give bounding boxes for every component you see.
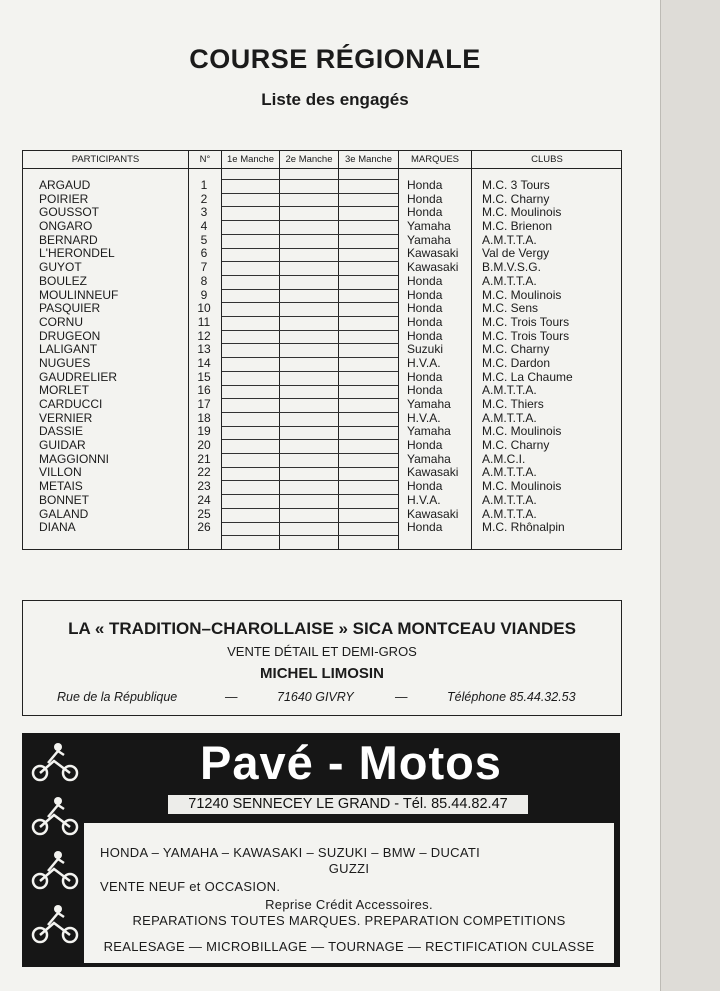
brand-cell: Yamaha [407, 232, 451, 247]
brand-cell: H.V.A. [407, 410, 441, 425]
score-grid-line [222, 453, 398, 454]
club-cell: Val de Vergy [482, 246, 550, 261]
participant-name: GUIDAR [39, 438, 86, 453]
club-cell: A.M.T.T.A. [482, 465, 537, 480]
score-grid-line [222, 357, 398, 358]
participant-name: BONNET [39, 492, 90, 507]
entry-number: 13 [197, 342, 211, 357]
entry-number: 12 [197, 328, 211, 343]
entry-number: 14 [197, 355, 211, 370]
ad-repairs-line: REPARATIONS TOUTES MARQUES. PREPARATION COMPETITIONS [132, 913, 566, 928]
page-subtitle: Liste des engagés [261, 90, 409, 109]
score-grid-line [222, 535, 398, 536]
entry-number: 5 [200, 232, 208, 247]
participant-name: MAGGIONNI [39, 451, 110, 466]
ad-owner-name: MICHEL LIMOSIN [260, 665, 384, 682]
score-grid-line [222, 522, 398, 523]
entry-number: 2 [200, 191, 208, 206]
brand-cell: Honda [407, 438, 443, 453]
entry-number: 9 [200, 287, 208, 302]
participant-name: MORLET [39, 383, 90, 398]
participant-name: DIANA [39, 520, 76, 535]
entry-number: 23 [197, 479, 211, 494]
entry-number: 15 [197, 369, 211, 384]
club-cell: M.C. Sens [482, 301, 539, 316]
ad-reprise-line: Reprise Crédit Accessoires. [265, 897, 433, 912]
club-cell: M.C. Charny [482, 342, 550, 357]
ad-shop-address: 71240 SENNECEY LE GRAND - Tél. 85.44.82.47 [168, 795, 528, 814]
entry-number: 16 [197, 383, 211, 398]
entry-number: 1 [200, 178, 208, 192]
brand-cell: Honda [407, 301, 443, 316]
club-cell: M.C. 3 Tours [482, 178, 550, 192]
participant-name: CORNU [39, 314, 83, 329]
score-grid-line [222, 494, 398, 495]
participant-name: VILLON [39, 465, 82, 480]
participant-name: CARDUCCI [39, 397, 103, 411]
entry-number: 7 [200, 260, 208, 275]
club-cell: M.C. Trois Tours [482, 328, 570, 343]
score-grid-line [222, 302, 398, 303]
entry-number: 21 [197, 451, 211, 466]
brand-cell: Honda [407, 273, 443, 288]
score-grid-line [222, 275, 398, 276]
participant-name: L'HERONDEL [39, 246, 115, 261]
club-cell: M.C. La Chaume [482, 369, 573, 384]
brand-cell: Honda [407, 479, 443, 494]
entry-number: 22 [197, 465, 211, 480]
header-clubs: CLUBS [531, 154, 563, 165]
header-number: N° [199, 154, 211, 165]
entry-number: 18 [197, 410, 211, 425]
score-grid-line [222, 261, 398, 262]
brand-cell: Honda [407, 314, 443, 329]
club-cell: M.C. Thiers [482, 397, 544, 411]
score-grid-line [222, 343, 398, 344]
club-cell: A.M.T.T.A. [482, 410, 537, 425]
ad-separator: — [395, 690, 408, 704]
score-grid-line [222, 193, 398, 194]
participant-name: DASSIE [39, 424, 84, 439]
page-title: COURSE RÉGIONALE [189, 44, 481, 74]
entry-number: 8 [200, 273, 208, 288]
participant-name: ARGAUD [39, 178, 91, 192]
column-divider [338, 151, 339, 549]
score-grid-line [222, 220, 398, 221]
brand-cell: Honda [407, 191, 443, 206]
participant-name: METAIS [39, 479, 83, 494]
participant-name: NUGUES [39, 355, 91, 370]
club-cell: M.C. Moulinois [482, 205, 562, 220]
score-grid-line [222, 234, 398, 235]
motorcycle-rider-icon [28, 737, 84, 963]
entry-number: 24 [197, 492, 211, 507]
entry-numbers-column [189, 179, 219, 535]
club-cell: M.C. Charny [482, 438, 550, 453]
club-cell: M.C. Rhônalpin [482, 520, 565, 535]
brands-column [407, 179, 477, 535]
ad-headline: LA « TRADITION–CHAROLLAISE » SICA MONTCEAU VIANDES [68, 619, 576, 638]
butcher-advertisement [22, 600, 622, 716]
club-cell: A.M.T.T.A. [482, 492, 537, 507]
column-divider [279, 151, 280, 549]
header-participants: PARTICIPANTS [71, 154, 140, 165]
entry-list-table [22, 150, 622, 550]
score-grid-line [222, 316, 398, 317]
score-grid-line [222, 179, 398, 180]
entry-number: 19 [197, 424, 211, 439]
brand-cell: Suzuki [407, 342, 444, 357]
entry-number: 17 [197, 397, 211, 411]
next-page-edge [660, 0, 720, 991]
club-cell: M.C. Moulinois [482, 479, 562, 494]
entry-number: 4 [200, 219, 208, 234]
score-grid-line [222, 439, 398, 440]
score-grid-line [222, 412, 398, 413]
participant-name: GALAND [39, 506, 89, 521]
ad-sales-line: VENTE NEUF et OCCASION. [100, 879, 281, 894]
header-round-2: 2e Manche [285, 154, 333, 165]
participant-name: PASQUIER [39, 301, 101, 316]
score-grid-line [222, 480, 398, 481]
brand-cell: Honda [407, 178, 443, 192]
ad-street: Rue de la République [57, 690, 178, 704]
brand-cell: Kawasaki [407, 246, 459, 261]
score-grid-line [222, 385, 398, 386]
club-cell: A.M.T.T.A. [482, 506, 537, 521]
brand-cell: H.V.A. [407, 492, 441, 507]
club-cell: M.C. Moulinois [482, 287, 562, 302]
participant-name: VERNIER [39, 410, 93, 425]
participant-name: ONGARO [39, 219, 93, 234]
score-grid-line [222, 467, 398, 468]
ad-shop-title: Pavé - Motos [200, 736, 502, 789]
club-cell: A.M.C.I. [482, 451, 526, 466]
participant-name: DRUGEON [39, 328, 101, 343]
ad-shop-details [84, 823, 614, 963]
brand-cell: Honda [407, 205, 443, 220]
club-cell: M.C. Charny [482, 191, 550, 206]
brand-cell: Kawasaki [407, 465, 459, 480]
brand-cell: Honda [407, 383, 443, 398]
brand-cell: Honda [407, 328, 443, 343]
entry-number: 6 [200, 246, 208, 261]
brand-cell: H.V.A. [407, 355, 441, 370]
brand-cell: Honda [407, 287, 443, 302]
header-round-1: 1e Manche [226, 154, 274, 165]
participant-name: GAUDRELIER [39, 369, 118, 384]
club-cell: M.C. Dardon [482, 355, 551, 370]
column-divider [398, 151, 399, 549]
entry-number: 25 [197, 506, 211, 521]
participant-name: POIRIER [39, 191, 89, 206]
participant-name: GOUSSOT [39, 205, 100, 220]
brand-cell: Yamaha [407, 219, 451, 234]
ad-service-line: VENTE DÉTAIL ET DEMI-GROS [227, 644, 417, 659]
entry-number: 26 [197, 520, 211, 535]
column-divider [221, 151, 222, 549]
participant-name: BERNARD [39, 232, 98, 247]
participant-name: GUYOT [39, 260, 82, 275]
score-grid-line [222, 289, 398, 290]
brand-cell: Kawasaki [407, 260, 459, 275]
ad-brand-list: HONDA – YAMAHA – KAWASAKI – SUZUKI – BMW – DUCATI [100, 845, 480, 860]
ad-phone: Téléphone 85.44.32.53 [447, 690, 576, 704]
ad-brand-list-continued: GUZZI [328, 861, 370, 876]
ad-services-line: REALESAGE — MICROBILLAGE — TOURNAGE — RECTIFICATION CULASSE [103, 939, 595, 954]
score-grid-line [222, 248, 398, 249]
brand-cell: Yamaha [407, 451, 451, 466]
score-grid-line [222, 426, 398, 427]
score-grid-line [222, 508, 398, 509]
club-cell: B.M.V.S.G. [482, 260, 541, 275]
ad-city: 71640 GIVRY [277, 690, 354, 704]
brand-cell: Honda [407, 369, 443, 384]
brand-cell: Honda [407, 520, 443, 535]
participant-name: BOULEZ [39, 273, 88, 288]
participant-names-column [39, 179, 189, 535]
club-cell: A.M.T.T.A. [482, 383, 537, 398]
pave-motos-advertisement [22, 733, 620, 967]
score-grid-line [222, 398, 398, 399]
brand-cell: Yamaha [407, 424, 451, 439]
entry-number: 20 [197, 438, 211, 453]
brand-cell: Kawasaki [407, 506, 459, 521]
entry-number: 10 [197, 301, 211, 316]
participant-name: LALIGANT [39, 342, 98, 357]
header-divider [23, 168, 621, 169]
participant-name: MOULINNEUF [39, 287, 119, 302]
score-grid-line [222, 371, 398, 372]
brand-cell: Yamaha [407, 397, 451, 411]
entry-number: 11 [197, 314, 211, 329]
club-cell: M.C. Brienon [482, 219, 553, 234]
score-grid-line [222, 330, 398, 331]
header-round-3: 3e Manche [344, 154, 392, 165]
club-cell: M.C. Moulinois [482, 424, 562, 439]
club-cell: M.C. Trois Tours [482, 314, 570, 329]
score-grid-line [222, 206, 398, 207]
ad-separator: — [225, 690, 238, 704]
club-cell: A.M.T.T.A. [482, 273, 537, 288]
clubs-column [482, 179, 617, 535]
entry-number: 3 [200, 205, 208, 220]
club-cell: A.M.T.T.A. [482, 232, 537, 247]
header-brands: MARQUES [410, 154, 460, 165]
